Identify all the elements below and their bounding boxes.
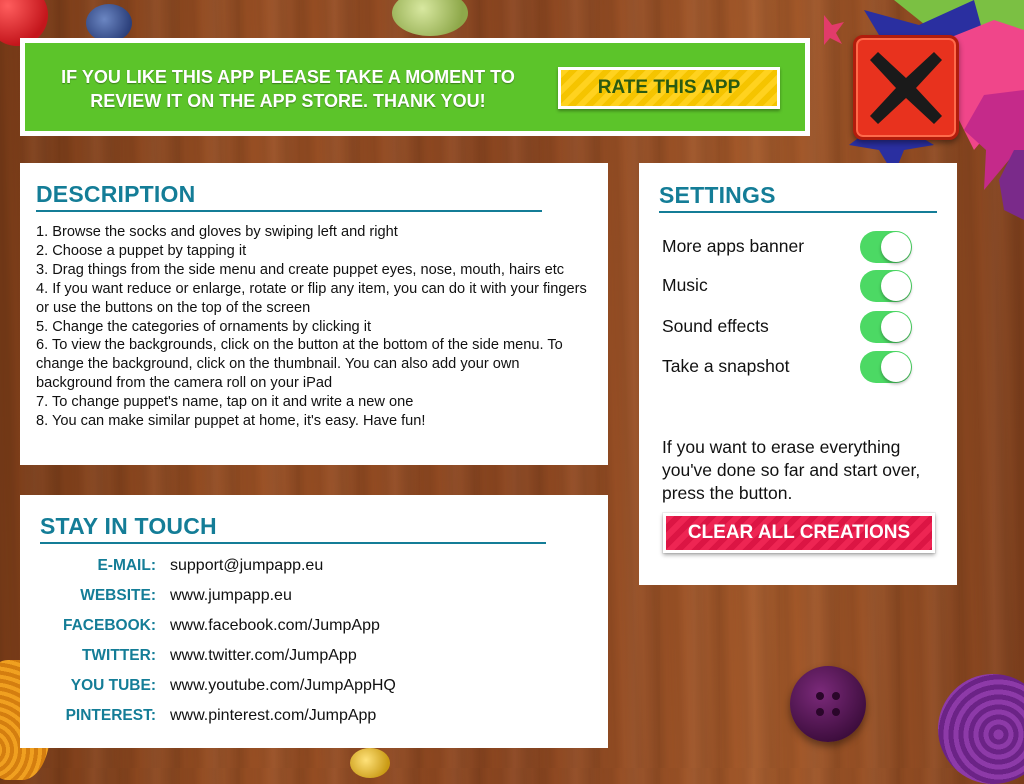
more-apps-banner-toggle[interactable] — [860, 231, 912, 263]
toggle-knob — [881, 352, 911, 382]
decorative-green-button — [392, 0, 468, 36]
clear-all-creations-button[interactable]: CLEAR ALL CREATIONS — [663, 513, 935, 553]
twitter-link[interactable]: www.twitter.com/JumpApp — [170, 647, 357, 664]
contact-label: PINTEREST: — [65, 707, 156, 724]
description-item: 5. Change the categories of ornaments by clicking it — [36, 318, 372, 335]
contact-label: YOU TUBE: — [70, 677, 156, 694]
sound-effects-toggle[interactable] — [860, 311, 912, 343]
setting-more-apps-banner — [662, 231, 922, 263]
take-snapshot-toggle[interactable] — [860, 351, 912, 383]
stay-in-touch-title: STAY IN TOUCH — [40, 513, 546, 544]
contact-row-website — [20, 587, 608, 611]
setting-label: Take a snapshot — [662, 356, 790, 376]
toggle-knob — [881, 232, 911, 262]
description-item: 4. If you want reduce or enlarge, rotate or flip any item, you can do it with your fingers or use the buttons on the top of the screen — [36, 280, 587, 316]
contact-label: E-MAIL: — [97, 557, 156, 574]
contact-label: FACEBOOK: — [63, 617, 156, 634]
setting-take-snapshot — [662, 351, 922, 383]
setting-label: More apps banner — [662, 236, 805, 256]
settings-title: SETTINGS — [659, 182, 937, 213]
rate-app-button[interactable]: RATE THIS APP — [558, 67, 780, 109]
contact-row-facebook — [20, 617, 608, 641]
decorative-yellow-button — [350, 748, 390, 778]
decorative-purple-button — [790, 666, 866, 742]
description-list — [36, 223, 598, 431]
facebook-link[interactable]: www.facebook.com/JumpApp — [170, 617, 380, 634]
close-button[interactable] — [853, 35, 959, 140]
contact-row-youtube — [20, 677, 608, 701]
setting-music — [662, 270, 922, 302]
toggle-knob — [881, 271, 911, 301]
description-item: 1. Browse the socks and gloves by swiping left and right — [36, 224, 398, 240]
description-item: 2. Choose a puppet by tapping it — [36, 242, 247, 259]
rate-app-banner — [20, 38, 810, 136]
description-item: 7. To change puppet's name, tap on it and write a new one — [36, 394, 414, 411]
email-link[interactable]: support@jumpapp.eu — [170, 557, 324, 574]
contact-row-email — [20, 557, 608, 581]
website-link[interactable]: www.jumpapp.eu — [170, 587, 292, 604]
banner-message: IF YOU LIKE THIS APP PLEASE TAKE A MOMENT TO REVIEW IT ON THE APP STORE. THANK YOU! — [61, 67, 515, 111]
close-x-icon — [866, 48, 946, 128]
setting-sound-effects — [662, 311, 922, 343]
decorative-blue-button — [86, 4, 132, 42]
contact-label: WEBSITE: — [80, 587, 156, 604]
setting-label: Music — [662, 275, 708, 295]
description-item: 8. You can make similar puppet at home, it's easy. Have fun! — [36, 413, 426, 430]
description-item: 6. To view the backgrounds, click on the button at the bottom of the side menu. To change the background, click on the thumbnail. You can also add your own background from the camera roll on your iPad — [36, 337, 563, 392]
description-title: DESCRIPTION — [36, 181, 542, 212]
contact-label: TWITTER: — [81, 647, 156, 664]
pinterest-link[interactable]: www.pinterest.com/JumpApp — [170, 707, 377, 724]
toggle-knob — [881, 312, 911, 342]
erase-instructions: If you want to erase everything you've done so far and start over, press the button. — [662, 437, 921, 503]
setting-label: Sound effects — [662, 316, 769, 336]
contact-row-twitter — [20, 647, 608, 671]
youtube-link[interactable]: www.youtube.com/JumpAppHQ — [170, 677, 396, 694]
description-item: 3. Drag things from the side menu and create puppet eyes, nose, mouth, hairs etc — [36, 261, 565, 278]
stay-in-touch-panel — [20, 495, 608, 748]
contact-row-pinterest — [20, 707, 608, 731]
description-panel — [20, 163, 608, 465]
music-toggle[interactable] — [860, 270, 912, 302]
settings-panel — [639, 163, 957, 585]
